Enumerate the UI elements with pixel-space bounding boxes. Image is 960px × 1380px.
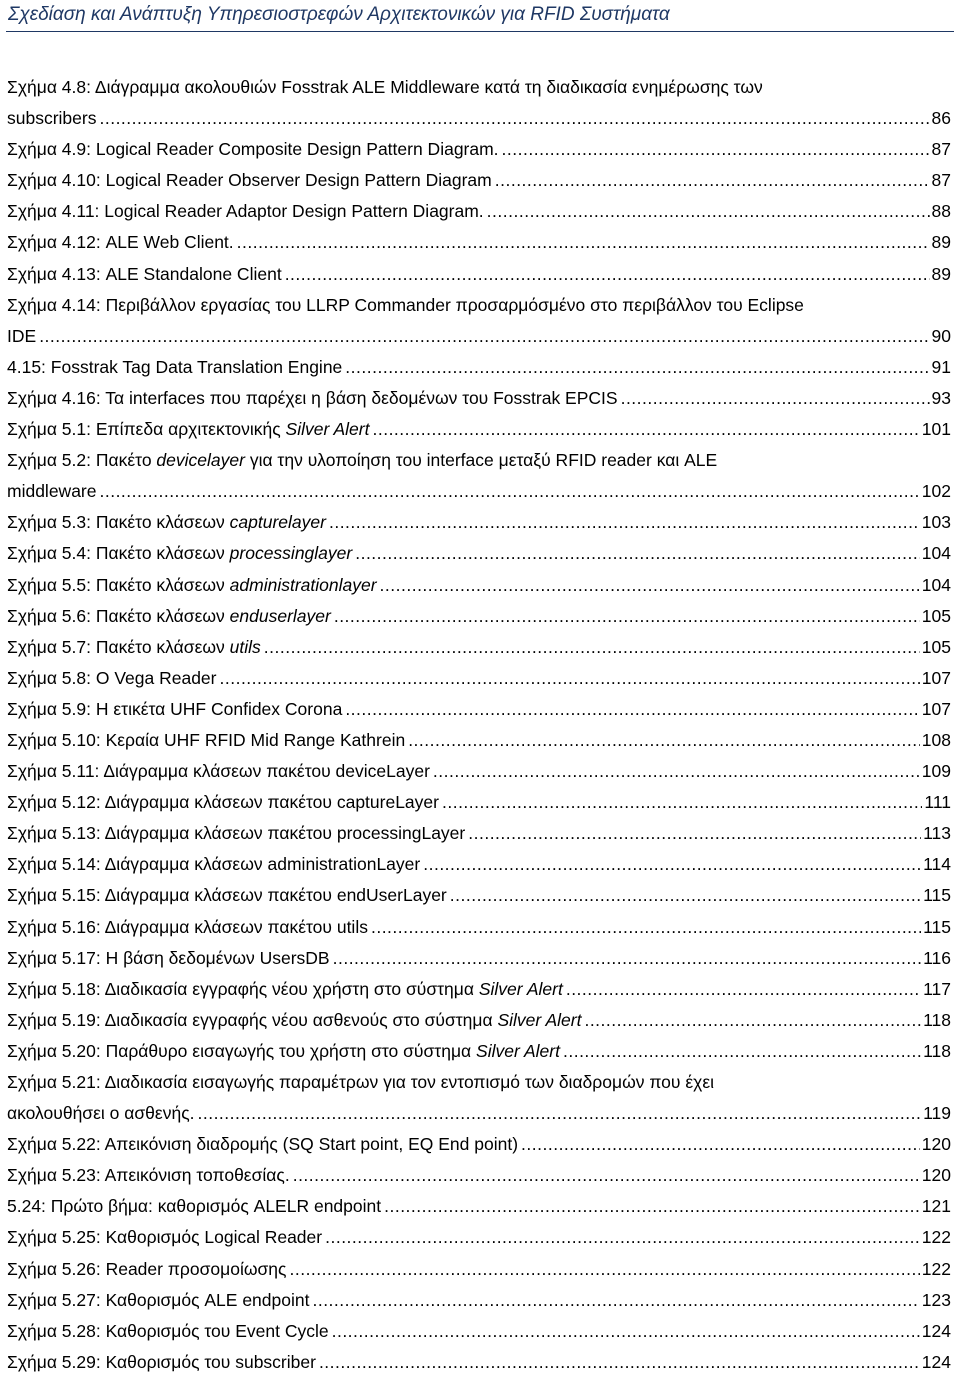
toc-entry[interactable]: [7, 134, 951, 165]
toc-entry[interactable]: [7, 694, 951, 725]
toc-entry-title: [7, 1191, 381, 1222]
toc-entry[interactable]: [7, 570, 951, 601]
dot-leader: [355, 538, 920, 569]
toc-entry-title: [7, 601, 331, 632]
dot-leader: [584, 1005, 921, 1036]
page-number: 104: [921, 574, 951, 595]
dot-leader: [333, 943, 921, 974]
toc-entry-title-part: για την υλοποίηση του interface μεταξύ RFID reader και ALE: [244, 450, 718, 471]
dot-leader: [563, 1036, 921, 1067]
dot-leader: [502, 134, 930, 165]
toc-entry-title-part: Σχήμα 5.29: Καθορισμός του subscriber: [7, 1351, 316, 1372]
toc-entry-title-part: Σχήμα 5.11: Διάγραμμα κλάσεων πακέτου deviceLayer: [7, 761, 430, 782]
toc-entry-title: [7, 1222, 322, 1253]
page-number: 107: [921, 698, 951, 719]
toc-entry-title: [7, 787, 439, 818]
toc-entry-title-part: Σχήμα 5.22: Απεικόνιση διαδρομής (SQ Start point, EQ End point): [7, 1134, 519, 1155]
toc-entry[interactable]: [7, 1316, 951, 1347]
toc-entry-title: [7, 912, 368, 943]
toc-entry[interactable]: [7, 725, 951, 756]
toc-entry[interactable]: [7, 1222, 951, 1253]
dot-leader: [621, 383, 930, 414]
page-number: 116: [923, 947, 951, 968]
page-number: 86: [931, 108, 951, 129]
toc-entry-title-part: Σχήμα 4.12: ALE Web Client.: [7, 232, 234, 253]
toc-entry[interactable]: [7, 974, 951, 1005]
page-number: 101: [921, 419, 951, 440]
toc-entry-title-part: processinglayer: [229, 543, 353, 564]
dot-leader: [521, 1129, 920, 1160]
toc-entry[interactable]: [7, 1005, 951, 1036]
page-number: 88: [931, 201, 951, 222]
dot-leader: [319, 1347, 920, 1378]
toc-entry[interactable]: [7, 1191, 951, 1222]
toc-entry-title-part: Silver Alert: [476, 1040, 560, 1061]
toc-entry-title-part: Σχήμα 4.13: ALE Standalone Client: [7, 263, 282, 284]
toc-entry[interactable]: [7, 1254, 951, 1285]
dot-leader: [450, 880, 921, 911]
toc-entry-title-part: Σχήμα 4.9: Logical Reader Composite Design Pattern Diagram.: [7, 139, 499, 160]
toc-entry-title-part: Σχήμα 5.12: Διάγραμμα κλάσεων πακέτου captureLayer: [7, 792, 439, 813]
dot-leader: [468, 818, 921, 849]
toc-entry-title: [7, 259, 282, 290]
page-number: 123: [921, 1289, 951, 1310]
toc-entry-title: [7, 943, 330, 974]
dot-leader: [312, 1285, 919, 1316]
toc-entry-title-part: Σχήμα 5.5: Πακέτο κλάσεων: [7, 574, 230, 595]
toc-entry-title: [7, 1160, 290, 1191]
toc-entry-title: [7, 1098, 194, 1129]
page-number: 105: [921, 636, 951, 657]
toc-entry[interactable]: [7, 787, 951, 818]
toc-entry[interactable]: [7, 818, 951, 849]
toc-entry-title-part: Σχήμα 5.6: Πακέτο κλάσεων: [7, 605, 230, 626]
toc-entry-title-part: Silver Alert: [497, 1009, 582, 1030]
toc-entry[interactable]: [7, 880, 951, 911]
toc-entry-title-part: Σχήμα 5.1: Επίπεδα αρχιτεκτονικής: [7, 419, 286, 440]
toc-entry-title-part: middleware: [7, 481, 97, 502]
page-number: 107: [921, 667, 951, 688]
dot-leader: [433, 756, 920, 787]
toc-entry-title: [7, 352, 342, 383]
dot-leader: [372, 414, 919, 445]
toc-entry-title: [7, 383, 618, 414]
toc-entry[interactable]: [7, 601, 951, 632]
dot-leader: [442, 787, 922, 818]
toc-entry[interactable]: [7, 445, 951, 507]
toc-entry[interactable]: [7, 383, 951, 414]
page-number: 102: [921, 481, 951, 502]
header-title: Σχεδίαση και Ανάπτυξη Υπηρεσιοστρεφών Αρχιτεκτονικών για RFID Συστήματα: [8, 4, 670, 25]
toc-entry-title: [7, 663, 217, 694]
page-number: 114: [923, 854, 951, 875]
toc-entry-title: [7, 507, 326, 538]
toc-entry-title: [7, 756, 430, 787]
page-number: 115: [923, 885, 951, 906]
dot-leader: [380, 570, 920, 601]
page-number: 118: [923, 1040, 951, 1061]
toc-entry-title: [7, 1005, 581, 1036]
toc-entry-title-part: Σχήμα 5.9: H ετικέτα UHF Confidex Corona: [7, 698, 343, 719]
toc-entry-title-part: administrationlayer: [229, 574, 377, 595]
toc-entry-title: [7, 476, 96, 507]
toc-entry[interactable]: [7, 1347, 951, 1378]
toc-entry-title-line: Σχήμα 4.8: Διάγραμμα ακολουθιών Fosstrak ALE Middleware κατά τη διαδικασία ενημέρωσης των: [7, 77, 763, 97]
dot-leader: [237, 227, 930, 258]
toc-entry-title: [7, 134, 499, 165]
dot-leader: [39, 321, 929, 352]
dot-leader: [220, 663, 920, 694]
page-number: 108: [921, 729, 951, 750]
toc-entry-title-part: 5.24: Πρώτο βήμα: καθορισμός ALELR endpoint: [7, 1196, 382, 1217]
toc-entry-title: [7, 570, 377, 601]
toc-entry[interactable]: [7, 912, 951, 943]
toc-entry-title: [7, 103, 96, 134]
toc-entry-title: [7, 849, 420, 880]
toc-entry-title-part: Σχήμα 5.26: Reader προσομοίωσης: [7, 1258, 287, 1279]
toc-entry[interactable]: [7, 1160, 951, 1191]
dot-leader: [99, 476, 919, 507]
page-number: 87: [931, 170, 951, 191]
toc-entry-title: [7, 694, 342, 725]
toc-entry-title-part: Σχήμα 4.10: Logical Reader Observer Design Pattern Diagram: [7, 170, 492, 191]
page-number: 89: [931, 263, 951, 284]
page-number: 122: [921, 1258, 951, 1279]
toc-entry[interactable]: [7, 538, 951, 569]
dot-leader: [487, 196, 930, 227]
page-number: 89: [931, 232, 951, 253]
toc-entry-title-part: Σχήμα 5.16: Διάγραμμα κλάσεων πακέτου utils: [7, 916, 368, 937]
page-number: 121: [921, 1196, 951, 1217]
page-number: 118: [923, 1009, 951, 1030]
list-of-figures: [7, 72, 951, 1378]
toc-entry-title: [7, 227, 234, 258]
toc-entry-title-part: IDE: [7, 325, 37, 346]
toc-entry-title-part: Σχήμα 5.19: Διαδικασία εγγραφής νέου ασθενούς στο σύστημα: [7, 1009, 498, 1030]
toc-entry[interactable]: [7, 1067, 951, 1129]
toc-entry-title: [7, 1129, 518, 1160]
dot-leader: [423, 849, 921, 880]
toc-entry[interactable]: [7, 1036, 951, 1067]
toc-entry-title-part: Silver Alert: [285, 419, 370, 440]
toc-entry-title-part: Σχήμα 5.28: Καθορισμός του Event Cycle: [7, 1320, 329, 1341]
dot-leader: [325, 1222, 920, 1253]
toc-entry-title: [7, 1316, 329, 1347]
toc-entry-title-part: capturelayer: [229, 512, 326, 533]
dot-leader: [345, 352, 929, 383]
dot-leader: [408, 725, 920, 756]
toc-entry-title: [7, 321, 36, 352]
toc-entry-title-part: Σχήμα 4.16: Τα interfaces που παρέχει η βάση δεδομένων του Fosstrak EPCIS: [7, 387, 618, 408]
toc-entry-title-part: Σχήμα 5.8: O Vega Reader: [7, 667, 217, 688]
toc-entry[interactable]: [7, 1129, 951, 1160]
dot-leader: [495, 165, 930, 196]
toc-entry-title-part: utils: [229, 636, 261, 657]
toc-entry[interactable]: [7, 290, 951, 352]
page-number: 91: [931, 356, 951, 377]
dot-leader: [334, 601, 920, 632]
toc-entry-title-part: Σχήμα 5.4: Πακέτο κλάσεων: [7, 543, 230, 564]
page-number: 120: [921, 1165, 951, 1186]
toc-entry-title: [7, 725, 405, 756]
toc-entry-title-part: Σχήμα 5.13: Διάγραμμα κλάσεων πακέτου processingLayer: [7, 823, 466, 844]
toc-entry-title-line: Σχήμα 4.14: Περιβάλλον εργασίας του LLRP Commander προσαρμόσμένο στο περιβάλλον του Eclipse: [7, 294, 804, 315]
toc-entry[interactable]: [7, 414, 951, 445]
toc-entry-title-part: Σχήμα 4.11: Logical Reader Adaptor Design Pattern Diagram.: [7, 201, 484, 222]
dot-leader: [371, 912, 921, 943]
toc-entry-title: [7, 1285, 309, 1316]
toc-entry-title-part: 4.15: Fosstrak Tag Data Translation Engine: [7, 356, 343, 377]
toc-entry-title-part: ακολουθήσει ο ασθενής.: [7, 1103, 195, 1124]
page-number: 93: [931, 387, 951, 408]
dot-leader: [384, 1191, 920, 1222]
dot-leader: [293, 1160, 920, 1191]
dot-leader: [329, 507, 920, 538]
running-header: [8, 3, 952, 33]
toc-entry-title-part: Σχήμα 5.23: Απεικόνιση τοποθεσίας.: [7, 1165, 290, 1186]
page-number: 105: [921, 605, 951, 626]
toc-entry-title-part: Σχήμα 5.18: Διαδικασία εγγραφής νέου χρήστη στο σύστημα: [7, 978, 479, 999]
toc-entry[interactable]: [7, 165, 951, 196]
dot-leader: [289, 1254, 919, 1285]
toc-entry[interactable]: [7, 632, 951, 663]
toc-entry-title-part: Σχήμα 5.2: Πακέτο: [7, 450, 157, 471]
toc-entry[interactable]: [7, 227, 951, 258]
toc-entry-title-part: Σχήμα 5.17: Η βάση δεδομένων UsersDB: [7, 947, 330, 968]
page-number: 104: [921, 543, 951, 564]
dot-leader: [99, 103, 929, 134]
header-divider: [6, 31, 954, 32]
toc-entry[interactable]: [7, 259, 951, 290]
toc-entry[interactable]: [7, 196, 951, 227]
toc-entry-title-part: enduserlayer: [229, 605, 331, 626]
toc-entry[interactable]: [7, 849, 951, 880]
dot-leader: [332, 1316, 920, 1347]
toc-entry-title: [7, 974, 563, 1005]
toc-entry-title-part: Σχήμα 5.20: Παράθυρο εισαγωγής του χρήστη στο σύστημα: [7, 1040, 477, 1061]
toc-entry[interactable]: [7, 943, 951, 974]
toc-entry-title-part: devicelayer: [156, 450, 245, 471]
toc-entry-title-part: Σχήμα 5.7: Πακέτο κλάσεων: [7, 636, 230, 657]
toc-entry-title: [7, 1036, 560, 1067]
page-number: 122: [921, 1227, 951, 1248]
toc-entry-title-part: Σχήμα 5.25: Καθορισμός Logical Reader: [7, 1227, 323, 1248]
dot-leader: [345, 694, 919, 725]
page-number: 113: [923, 823, 951, 844]
dot-leader: [264, 632, 920, 663]
toc-entry[interactable]: [7, 507, 951, 538]
toc-entry-title-part: Σχήμα 5.14: Διάγραμμα κλάσεων administrationLayer: [7, 854, 421, 875]
toc-entry-title: [7, 165, 492, 196]
toc-entry-title-line: Σχήμα 5.21: Διαδικασία εισαγωγής παραμέτρων για τον εντοπισμό των διαδρομών που έχει: [7, 1072, 715, 1092]
dot-leader: [197, 1098, 921, 1129]
toc-entry-title-part: Σχήμα 5.3: Πακέτο κλάσεων: [7, 512, 230, 533]
dot-leader: [285, 259, 930, 290]
toc-entry[interactable]: [7, 663, 951, 694]
toc-entry-title: [7, 880, 447, 911]
toc-entry[interactable]: [7, 1285, 951, 1316]
page-number: 124: [921, 1320, 951, 1341]
toc-entry-title: [7, 818, 465, 849]
toc-entry-title: [7, 1254, 286, 1285]
toc-entry-title: [7, 1347, 316, 1378]
page-number: 124: [921, 1351, 951, 1372]
toc-entry-title: [7, 414, 369, 445]
toc-entry[interactable]: [7, 756, 951, 787]
page-number: 115: [923, 916, 951, 937]
toc-entry-title: [7, 632, 261, 663]
toc-entry[interactable]: [7, 352, 951, 383]
page-number: 90: [931, 325, 951, 346]
page-number: 117: [923, 978, 951, 999]
toc-entry-title-part: Σχήμα 5.10: Κεραία UHF RFID Mid Range Kathrein: [7, 729, 406, 750]
toc-entry-title-part: Silver Alert: [478, 978, 563, 999]
dot-leader: [566, 974, 921, 1005]
toc-entry-title-part: Σχήμα 5.15: Διάγραμμα κλάσεων πακέτου endUserLayer: [7, 885, 447, 906]
page-number: 103: [921, 512, 951, 533]
toc-entry-title: [7, 538, 352, 569]
page-number: 87: [931, 139, 951, 160]
toc-entry-title: [7, 196, 484, 227]
toc-entry[interactable]: [7, 72, 951, 134]
toc-entry-title-part: subscribers: [7, 108, 97, 129]
page-number: 119: [923, 1103, 951, 1124]
page-number: 109: [921, 761, 951, 782]
page-number: 111: [924, 792, 951, 813]
toc-entry-title-line: [7, 445, 951, 476]
toc-entry-title-part: Σχήμα 5.27: Καθορισμός ALE endpoint: [7, 1289, 310, 1310]
page-number: 120: [921, 1134, 951, 1155]
